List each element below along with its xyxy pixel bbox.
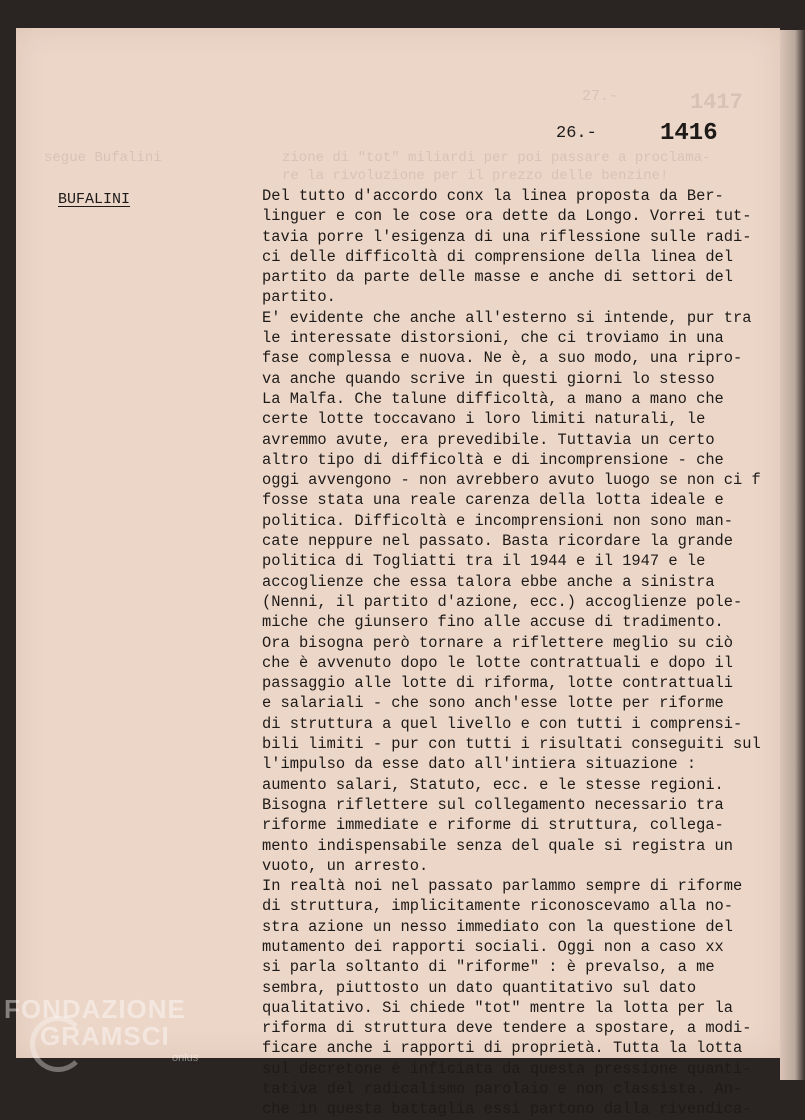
body-line: partito. [262,288,336,307]
body-line: aumento salari, Statuto, ecc. e le stesse regioni. [262,775,724,794]
transcript-body [262,186,782,1120]
body-line: accoglienze che essa talora ebbe anche a sinistra [262,572,715,591]
body-line: mutamento dei rapporti sociali. Oggi non a caso xx [262,937,724,956]
body-line: ci delle difficoltà di comprensione della linea del [262,247,734,266]
body-line: mento indispensabile senza del quale si registra un [262,836,734,855]
body-line: politica di Togliatti tra il 1944 e il 1947 e le [262,552,706,571]
body-line: che è avvenuto dopo le lotte contrattuali e dopo il [262,653,734,672]
body-line: va anche quando scrive in questi giorni lo stesso [262,369,715,388]
body-line: E' evidente che anche all'esterno si intende, pur tra [262,308,752,327]
body-line: le interessate distorsioni, che ci troviamo in una [262,329,724,348]
watermark-line-3: onlus [172,1052,199,1064]
bleed-line-2: re la rivoluzione per il prezzo delle benzine! [282,168,669,184]
body-line: altro tipo di difficoltà e di incomprensione - che [262,450,724,469]
body-line: oggi avvengono - non avrebbero avuto luogo se non ci f [262,471,761,490]
bleed-line-1: zione di "tot" miliardi per poi passare a proclama- [282,150,711,166]
body-line: si parla soltanto di "riforme" : è prevalso, a me [262,958,715,977]
body-line: cate neppure nel passato. Basta ricordare la grande [262,532,734,551]
body-line: In realtà noi nel passato parlammo sempre di riforme [262,877,743,896]
body-line: partito da parte delle masse e anche di settori del [262,268,734,287]
watermark-line-2: GRAMSCI [40,1021,170,1051]
body-line: politica. Difficoltà e incomprensioni non sono man- [262,511,734,530]
body-line: vuoto, un arresto. [262,856,429,875]
body-line: stra azione un nesso immediato con la questione del [262,917,734,936]
body-line: fosse stata una reale carenza della lotta ideale e [262,491,724,510]
body-line: qualitativo. Si chiede "tot" mentre la lotta per la [262,998,734,1017]
body-line: (Nenni, il partito d'azione, ecc.) accoglienze pole- [262,592,743,611]
body-line: riforma di struttura deve tendere a spostare, a modi- [262,1019,752,1038]
body-line: ficare anche i rapporti di proprietà. Tutta la lotta [262,1039,743,1058]
body-line: sul decretone è inficiata da questa pressione quanti- [262,1059,752,1078]
watermark [4,994,199,1064]
bleed-folio: 1417 [690,90,743,115]
body-line: tavia porre l'esigenza di una riflessione sulle radi- [262,227,752,246]
body-line: riforme immediate e riforme di struttura, collega- [262,816,724,835]
body-line: tativa del radicalismo parolaio e non classista. An- [262,1080,743,1099]
bleed-speaker-note: segue Bufalini [44,150,162,166]
body-line: avremmo avute, era prevedibile. Tuttavia un certo [262,430,715,449]
page-number: 26.- [556,124,597,143]
speaker-name: BUFALINI [58,191,131,208]
body-line: di struttura a quel livello e con tutti i comprensi- [262,714,743,733]
body-line: sembra, piuttosto un dato quantitativo sul dato [262,978,697,997]
next-page-edge [780,30,805,1080]
body-line: passaggio alle lotte di riforma, lotte contrattuali [262,674,734,693]
body-line: fase complessa e nuova. Ne è, a suo modo, una ripro- [262,349,743,368]
body-line: bili limiti - pur con tutti i risultati conseguiti sul [262,735,761,754]
body-line: certe lotte toccavano i loro limiti naturali, le [262,410,706,429]
body-line: di struttura, implicitamente riconoscevamo alla no- [262,897,734,916]
folio-number: 1416 [660,120,718,147]
body-line: Del tutto d'accordo conx la linea proposta da Ber- [262,187,724,205]
body-line: Ora bisogna però tornare a riflettere meglio su ciò [262,633,734,652]
body-line: Bisogna riflettere sul collegamento necessario tra [262,795,724,814]
body-line: l'impulso da esse dato all'intiera situazione : [262,755,697,774]
watermark-line-1: FONDAZIONE [4,994,186,1024]
body-line: che in questa battaglia essi partono dalla rivendica- [262,1100,752,1119]
body-line: La Malfa. Che talune difficoltà, a mano a mano che [262,389,724,408]
body-line: linguer e con le cose ora dette da Longo. Vorrei tut- [262,207,752,226]
bleed-page-number: 27.- [582,88,619,105]
body-line: e salariali - che sono anch'esse lotte per riforme [262,694,724,713]
body-line: miche che giunsero fino alle accuse di tradimento. [262,613,724,632]
